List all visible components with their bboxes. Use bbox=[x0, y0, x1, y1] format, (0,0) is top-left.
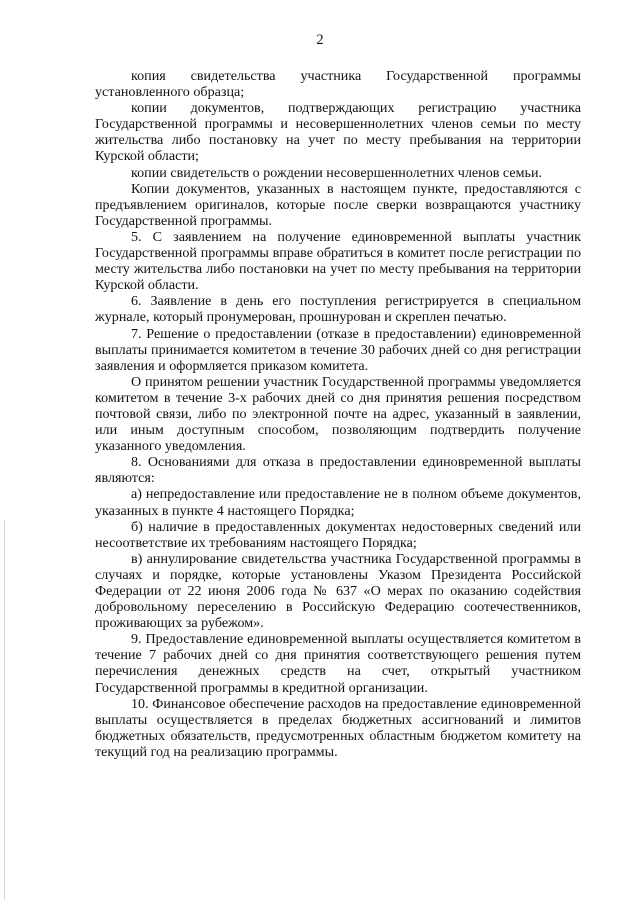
document-body bbox=[95, 68, 581, 760]
page-number: 2 bbox=[316, 32, 324, 48]
paragraph: 9. Предоставление единовременной выплаты осуществляется комитетом в течение 7 рабочих дней со дня принятия соответствующего решения путем перечисления денежных средств на счет, открытый участником Государственной программы в кредитной организации. bbox=[95, 631, 581, 696]
paragraph: 7. Решение о предоставлении (отказе в предоставлении) единовременной выплаты принимается комитетом в течение 30 рабочих дней со дня регистрации заявления и оформляется приказом комитета. bbox=[95, 325, 581, 374]
paragraph: копии свидетельств о рождении несовершеннолетних членов семьи. bbox=[131, 164, 543, 181]
paragraph: б) наличие в предоставленных документах недостоверных сведений или несоответствие их требованиям настоящего Порядка; bbox=[95, 518, 581, 551]
paragraph: в) аннулирование свидетельства участника Государственной программы в случаях и порядке, которые установлены Указом Президента Российской Федерации от 22 июня 2006 года № 637 «О мерах по оказанию содействия добровольному переселению в Российскую Федерацию соотечественников, проживающих за рубежом». bbox=[95, 550, 581, 632]
paragraph: 10. Финансовое обеспечение расходов на предоставление единовременной выплаты осуществляется в пределах бюджетных ассигнований и лимитов бюджетных обязательств, предусмотренных областным бюджетом комитету на текущий год на реализацию программы. bbox=[95, 695, 581, 760]
paragraph: Копии документов, указанных в настоящем пункте, предоставляются с предъявлением оригиналов, которые после сверки возвращаются участнику Государственной программы. bbox=[95, 180, 581, 229]
paragraph: 5. С заявлением на получение единовременной выплаты участник Государственной программы вправе обратиться в комитет после регистрации по месту жительства либо постановки на учет по месту пребывания на территории Курской области. bbox=[95, 228, 581, 294]
paragraph: копии документов, подтверждающих регистрацию участника Государственной программы и несовершеннолетних членов семьи по месту жительства либо постановку на учет по месту пребывания на территории Курской области; bbox=[95, 100, 581, 165]
paragraph: 8. Основаниями для отказа в предоставлении единовременной выплаты являются: bbox=[95, 454, 581, 487]
scan-edge-line bbox=[4, 520, 5, 900]
paragraph: 6. Заявление в день его поступления регистрируется в специальном журнале, который пронумерован, прошнурован и скреплен печатью. bbox=[95, 293, 581, 326]
paragraph: а) непредоставление или предоставление не в полном объеме документов, указанных в пункте 4 настоящего Порядка; bbox=[95, 486, 581, 519]
paragraph: копия свидетельства участника Государственной программы установленного образца; bbox=[95, 68, 581, 101]
paragraph: О принятом решении участник Государственной программы уведомляется комитетом в течение 3-х рабочих дней со дня принятия решения посредством почтовой связи, либо по электронной почте на адрес, указанный в заявлении, или иным доступным способом, позволяющим подтвердить получение указанного уведомления. bbox=[95, 373, 581, 455]
